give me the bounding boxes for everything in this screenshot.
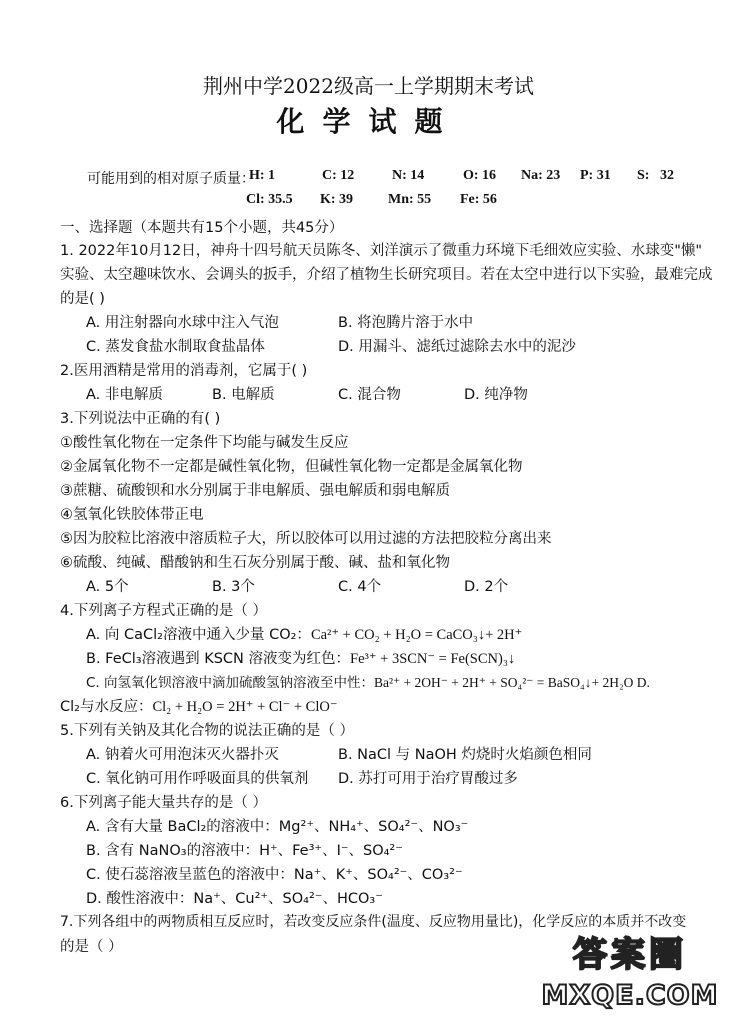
q1-option-c: C. 蒸发食盐水制取食盐晶体 [86, 339, 265, 355]
q7-line-2: 的是（ ） [60, 939, 123, 955]
q2-option-b: B. 电解质 [212, 387, 275, 403]
q5-option-a: A. 钠着火可用泡沫灭火器扑灭 [86, 747, 279, 763]
q2-stem: 2.医用酒精是常用的消毒剂，它属于( ) [60, 363, 308, 379]
q4-option-c [86, 671, 650, 691]
q3-option-a: A. 5个 [86, 579, 129, 595]
atomic-mass-s: S: 32 [637, 168, 674, 183]
atomic-mass-fe: Fe: 56 [460, 192, 497, 207]
q1-line-2: 实验、太空趣味饮水、会调头的扳手，介绍了植物生长研究项目。若在太空中进行以下实验，最难完成 [60, 267, 713, 283]
q4-option-c-equation: Ba²⁺ + 2OH⁻ + 2H⁺ + SO₄²⁻ = BaSO₄↓+ 2H₂O D. [374, 675, 650, 690]
q6-stem: 6.下列离子能大量共存的是（ ） [60, 795, 267, 811]
q4-option-b-text: B. FeCl₃溶液遇到 KSCN 溶液变为红色： [86, 651, 351, 667]
q5-option-d: D. 苏打可用于治疗胃酸过多 [338, 771, 518, 787]
q1-line-3: 的是( ) [60, 291, 105, 307]
q1-line-1: 1. 2022年10月12日，神舟十四号航天员陈冬、刘洋演示了微重力环境下毛细效应实验、水球变"懒" [60, 243, 703, 259]
q7-line-1: 7.下列各组中的两物质相互反应时，若改变反应条件(温度、反应物用量比)，化学反应的本质并不改变 [60, 914, 687, 930]
q3-statement-6: ⑥硫酸、纯碱、醋酸钠和生石灰分别属于酸、碱、盐和氧化物 [60, 555, 450, 571]
q4-option-c-text: C. 向氢氧化钡溶液中滴加硫酸氢钠溶液至中性： [86, 675, 375, 691]
q3-option-d: D. 2个 [464, 579, 509, 595]
q4-stem: 4.下列离子方程式正确的是（ ） [60, 603, 267, 619]
atomic-mass-h: H: 1 [249, 168, 276, 183]
q3-statement-5: ⑤因为胶粒比溶液中溶质粒子大，所以胶体可以用过滤的方法把胶粒分离出来 [60, 531, 552, 547]
q2-option-d: D. 纯净物 [464, 387, 528, 403]
q3-option-b: B. 3个 [212, 579, 255, 595]
q4-option-a-equation: Ca²⁺ + CO₂ + H₂O = CaCO₃↓+ 2H⁺ [310, 627, 523, 643]
q4-option-d-text: Cl₂与水反应： [60, 699, 153, 715]
section-title: 一、选择题（本题共有15个小题，共45分） [60, 220, 344, 236]
q4-option-d-equation: Cl₂ + H₂O = 2H⁺ + Cl⁻ + ClO⁻ [152, 699, 338, 715]
q5-stem: 5.下列有关钠及其化合物的说法正确的是（ ） [60, 723, 354, 739]
atomic-mass-k: K: 39 [320, 192, 354, 207]
exam-subject-title: 化学试题 [276, 105, 461, 138]
atomic-mass-o: O: 16 [463, 168, 497, 183]
watermark-url-text: MXQE.COM [541, 980, 719, 1011]
atomic-mass-cl: Cl: 35.5 [246, 192, 293, 207]
q3-statement-3: ③蔗糖、硫酸钡和水分别属于非电解质、强电解质和弱电解质 [60, 483, 450, 499]
atomic-mass-mn: Mn: 55 [388, 192, 432, 207]
q3-option-c: C. 4个 [338, 579, 382, 595]
q1-option-d: D. 用漏斗、滤纸过滤除去水中的泥沙 [338, 339, 576, 355]
school-exam-title: 荆州中学2022级高一上学期期末考试 [203, 74, 534, 98]
q2-option-c: C. 混合物 [338, 387, 401, 403]
q3-statement-4: ④氢氧化铁胶体带正电 [60, 507, 204, 523]
q6-option-b: B. 含有 NaNO₃的溶液中：H⁺、Fe³⁺、I⁻、SO₄²⁻ [86, 843, 403, 859]
watermark-brand-text: 答案圈 [573, 935, 687, 975]
q4-option-a [86, 623, 522, 644]
q5-option-c: C. 氧化钠可用作呼吸面具的供氧剂 [86, 771, 309, 787]
q3-statement-1: ①酸性氧化物在一定条件下均能与碱发生反应 [60, 435, 349, 451]
atomic-mass-p: P: 31 [580, 168, 611, 183]
q4-option-d [60, 695, 338, 716]
q6-option-d: D. 酸性溶液中：Na⁺、Cu²⁺、SO₄²⁻、HCO₃⁻ [86, 891, 383, 907]
q1-option-b: B. 将泡腾片溶于水中 [338, 315, 474, 331]
q6-option-c: C. 使石蕊溶液呈蓝色的溶液中：Na⁺、K⁺、SO₄²⁻、CO₃²⁻ [86, 867, 463, 883]
atomic-mass-na: Na: 23 [521, 168, 561, 183]
q3-statement-2: ②金属氧化物不一定都是碱性氧化物，但碱性氧化物一定都是金属氧化物 [60, 459, 523, 475]
q3-stem: 3.下列说法中正确的有( ) [60, 411, 221, 427]
atomic-mass-label: 可能用到的相对原子质量： [87, 171, 255, 187]
q6-option-a: A. 含有大量 BaCl₂的溶液中：Mg²⁺、NH₄⁺、SO₄²⁻、NO₃⁻ [86, 819, 469, 835]
watermark-logo [534, 924, 729, 1014]
atomic-mass-n: N: 14 [392, 168, 425, 183]
q1-option-a: A. 用注射器向水球中注入气泡 [86, 315, 279, 331]
q4-option-a-text: A. 向 CaCl₂溶液中通入少量 CO₂： [86, 627, 311, 643]
q5-option-b: B. NaCl 与 NaOH 灼烧时火焰颜色相同 [338, 747, 592, 763]
q4-option-b-equation: Fe³⁺ + 3SCN⁻ = Fe(SCN)₃↓ [350, 651, 516, 667]
q2-option-a: A. 非电解质 [86, 387, 163, 403]
atomic-mass-c: C: 12 [322, 168, 355, 183]
q4-option-b [86, 647, 515, 668]
